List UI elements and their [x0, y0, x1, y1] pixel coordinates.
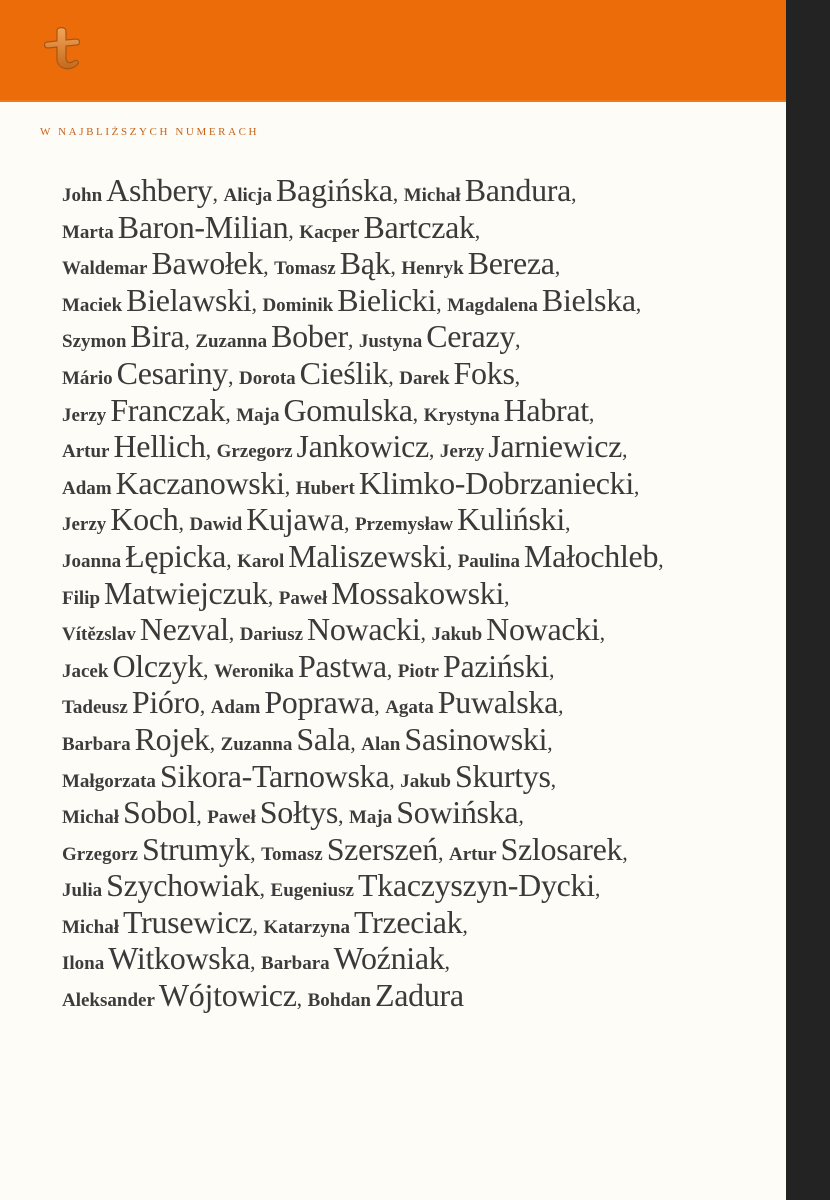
author-line: Artur Hellich, Grzegorz Jankowicz, Jerzy Jarniewicz,	[62, 428, 628, 465]
author-first-name: Marta	[62, 221, 114, 243]
author-last-name: Puwalska	[437, 684, 559, 721]
author-entry	[62, 867, 260, 904]
author-last-name: Bielicki	[337, 281, 437, 318]
author-first-name: Weronika	[214, 660, 294, 682]
author-last-name: Kujawa	[246, 501, 344, 538]
author-line: Tadeusz Pióro, Adam Poprawa, Agata Puwalska,	[62, 684, 564, 721]
t-logo-icon	[38, 24, 88, 74]
author-entry	[403, 172, 572, 208]
author-first-name: Adam	[62, 477, 112, 499]
author-line: Waldemar Bawołek, Tomasz Bąk, Henryk Bereza,	[62, 245, 561, 282]
author-entry	[223, 172, 393, 208]
author-first-name: Alan	[361, 733, 401, 755]
author-line: Michał Sobol, Paweł Sołtys, Maja Sowińska,	[62, 794, 524, 831]
author-last-name: Baron-Milian	[117, 208, 289, 245]
author-line: Maciek Bielawski, Dominik Bielicki, Magdalena Bielska,	[62, 281, 642, 318]
author-first-name: Justyna	[358, 331, 423, 353]
author-last-name: Koch	[110, 501, 179, 538]
author-first-name: Jakub	[400, 770, 451, 792]
author-entry	[449, 830, 623, 867]
author-first-name: Hubert	[295, 477, 355, 499]
author-entry	[401, 245, 555, 282]
author-first-name: Jerzy	[439, 441, 485, 463]
author-line: Jerzy Franczak, Maja Gomulska, Krystyna Habrat,	[62, 391, 595, 428]
author-first-name: Eugeniusz	[270, 880, 354, 902]
author-first-name: Grzegorz	[62, 843, 138, 865]
author-entry	[62, 830, 251, 867]
author-last-name: Sala	[296, 720, 351, 757]
author-entry	[62, 720, 210, 757]
author-last-name: Bielawski	[126, 281, 252, 318]
author-first-name: Krystyna	[423, 404, 500, 426]
author-entry	[399, 354, 515, 391]
author-last-name: Łępicka	[125, 537, 227, 574]
author-entry	[447, 281, 636, 318]
author-last-name: Rojek	[134, 720, 210, 757]
author-first-name: Piotr	[397, 660, 439, 682]
author-entry	[397, 647, 549, 684]
section-heading: W NAJBLIŻSZYCH NUMERACH	[40, 126, 260, 138]
author-entry	[62, 318, 185, 355]
author-line: Jacek Olczyk, Weronika Pastwa, Piotr Paziński,	[62, 647, 555, 684]
author-last-name: Bąk	[339, 245, 391, 282]
author-entry	[62, 794, 197, 831]
author-entry	[262, 281, 437, 318]
author-last-name: Bandura	[464, 172, 572, 208]
author-entry	[261, 940, 445, 977]
author-last-name: Bober	[271, 318, 348, 355]
author-last-name: Sowińska	[396, 794, 519, 831]
author-last-name: Strumyk	[141, 830, 251, 867]
author-first-name: Bohdan	[307, 990, 371, 1012]
author-last-name: Szerszeń	[326, 830, 439, 867]
author-line: Grzegorz Strumyk, Tomasz Szerszeń, Artur Szlosarek,	[62, 830, 628, 867]
author-first-name: Barbara	[261, 953, 330, 975]
author-last-name: Olczyk	[112, 647, 204, 684]
author-first-name: Szymon	[62, 331, 127, 353]
author-entry	[62, 172, 213, 208]
author-line: Adam Kaczanowski, Hubert Klimko-Dobrzaniecki,	[62, 464, 640, 501]
author-first-name: Vítězslav	[62, 624, 136, 646]
author-line: Julia Szychowiak, Eugeniusz Tkaczyszyn-Dycki,	[62, 867, 601, 904]
author-entry	[239, 611, 421, 648]
author-first-name: Zuzanna	[220, 733, 293, 755]
author-entry	[62, 684, 200, 721]
author-first-name: Maciek	[62, 294, 123, 316]
author-last-name: Cieślik	[299, 354, 389, 391]
author-last-name: Pastwa	[297, 647, 387, 684]
author-last-name: Bielska	[541, 281, 636, 318]
author-last-name: Hellich	[113, 428, 206, 465]
author-first-name: Paweł	[278, 587, 328, 609]
author-entry	[400, 757, 551, 794]
author-entry	[431, 611, 600, 648]
author-first-name: Jacek	[62, 660, 109, 682]
author-entry	[307, 977, 464, 1014]
author-entry	[62, 464, 285, 501]
author-entry	[207, 794, 338, 831]
author-line: Ilona Witkowska, Barbara Woźniak,	[62, 940, 450, 977]
author-entry	[423, 391, 589, 428]
author-first-name: Maja	[236, 404, 280, 426]
author-first-name: Paweł	[207, 807, 256, 829]
author-entry	[236, 391, 413, 428]
author-first-name: Filip	[62, 587, 101, 609]
author-line: Aleksander Wójtowicz, Bohdan Zadura	[62, 977, 464, 1014]
author-first-name: Agata	[385, 697, 434, 719]
author-first-name: Tomasz	[261, 843, 323, 865]
author-first-name: Przemysław	[354, 514, 454, 536]
author-first-name: John	[62, 185, 103, 206]
author-first-name: Jerzy	[62, 514, 107, 536]
author-entry	[214, 647, 387, 684]
author-first-name: Joanna	[62, 550, 122, 572]
author-last-name: Nezval	[139, 611, 229, 648]
author-last-name: Skurtys	[454, 757, 551, 794]
author-first-name: Waldemar	[62, 258, 148, 280]
author-last-name: Zadura	[374, 977, 464, 1014]
author-line: Filip Matwiejczuk, Paweł Mossakowski,	[62, 574, 510, 611]
author-line: Jerzy Koch, Dawid Kujawa, Przemysław Kuliński,	[62, 501, 571, 538]
author-line: John Ashbery, Alicja Bagińska, Michał Bandura,	[62, 172, 577, 208]
author-first-name: Dominik	[262, 294, 334, 316]
author-last-name: Paziński	[442, 647, 549, 684]
author-last-name: Bagińska	[276, 172, 393, 208]
author-first-name: Michał	[62, 807, 119, 829]
author-last-name: Cerazy	[426, 318, 516, 355]
author-last-name: Trzeciak	[354, 903, 463, 940]
author-entry	[62, 428, 206, 465]
author-first-name: Tomasz	[274, 258, 336, 280]
author-entry	[237, 537, 447, 574]
author-entry	[62, 574, 268, 611]
author-entry	[62, 245, 264, 282]
author-last-name: Wójtowicz	[158, 977, 297, 1014]
dark-page-edge	[786, 0, 830, 1200]
author-line: Małgorzata Sikora-Tarnowska, Jakub Skurtys,	[62, 757, 557, 794]
author-entry	[457, 537, 659, 574]
author-last-name: Szychowiak	[106, 867, 260, 904]
author-last-name: Poprawa	[264, 684, 375, 721]
author-entry	[348, 794, 519, 831]
author-first-name: Barbara	[62, 733, 131, 755]
author-first-name: Tadeusz	[62, 697, 128, 719]
author-last-name: Kuliński	[457, 501, 565, 538]
author-last-name: Sikora-Tarnowska	[159, 757, 390, 794]
author-last-name: Matwiejczuk	[104, 574, 268, 611]
author-last-name: Sasinowski	[404, 720, 548, 757]
author-last-name: Woźniak	[333, 940, 445, 977]
author-first-name: Alicja	[223, 185, 273, 206]
author-last-name: Sobol	[123, 794, 197, 831]
author-last-name: Pióro	[131, 684, 200, 721]
author-entry	[62, 281, 252, 318]
author-entry	[299, 208, 475, 245]
author-last-name: Jankowicz	[296, 428, 429, 465]
author-first-name: Artur	[449, 843, 497, 865]
author-last-name: Małochleb	[524, 537, 659, 574]
author-line: Barbara Rojek, Zuzanna Sala, Alan Sasinowski,	[62, 720, 553, 757]
author-entry	[439, 428, 623, 465]
author-entry	[62, 391, 226, 428]
author-first-name: Dawid	[189, 514, 243, 536]
author-first-name: Aleksander	[62, 990, 155, 1012]
author-entry	[195, 318, 348, 355]
author-last-name: Cesariny	[116, 354, 229, 391]
author-first-name: Henryk	[401, 258, 464, 280]
author-first-name: Małgorzata	[62, 770, 156, 792]
author-entry	[189, 501, 344, 538]
author-last-name: Tkaczyszyn-Dycki	[357, 867, 595, 904]
author-last-name: Witkowska	[108, 940, 251, 977]
author-entry	[263, 903, 463, 940]
author-last-name: Sołtys	[259, 794, 338, 831]
author-first-name: Maja	[348, 807, 393, 829]
author-entry	[210, 684, 375, 721]
author-entry	[385, 684, 559, 721]
author-entry	[261, 830, 439, 867]
author-first-name: Ilona	[62, 953, 105, 975]
author-entry	[239, 354, 389, 391]
author-entry	[62, 940, 251, 977]
author-entry	[62, 903, 253, 940]
header-banner	[0, 0, 786, 102]
author-line: Vítězslav Nezval, Dariusz Nowacki, Jakub Nowacki,	[62, 611, 606, 648]
author-first-name: Mário	[62, 367, 113, 389]
author-last-name: Maliszewski	[288, 537, 447, 574]
author-last-name: Klimko-Dobrzaniecki	[358, 464, 634, 501]
author-last-name: Foks	[453, 354, 515, 391]
author-list	[62, 172, 762, 1014]
author-last-name: Trusewicz	[123, 903, 253, 940]
author-first-name: Adam	[210, 697, 261, 719]
author-last-name: Szlosarek	[500, 830, 623, 867]
author-last-name: Nowacki	[486, 611, 600, 648]
author-entry	[62, 501, 179, 538]
author-first-name: Kacper	[299, 221, 360, 243]
author-entry	[354, 501, 565, 538]
author-first-name: Katarzyna	[263, 916, 350, 938]
author-last-name: Bereza	[467, 245, 555, 282]
author-last-name: Gomulska	[283, 391, 413, 428]
author-first-name: Dariusz	[239, 624, 304, 646]
author-last-name: Jarniewicz	[488, 428, 623, 465]
author-entry	[358, 318, 516, 355]
author-last-name: Kaczanowski	[115, 464, 285, 501]
author-first-name: Jakub	[431, 624, 483, 646]
author-last-name: Bartczak	[363, 208, 475, 245]
author-last-name: Mossakowski	[331, 574, 505, 611]
author-first-name: Grzegorz	[216, 441, 293, 463]
author-first-name: Paulina	[457, 550, 521, 572]
author-last-name: Bawołek	[151, 245, 264, 282]
author-entry	[62, 647, 204, 684]
author-first-name: Michał	[62, 916, 119, 938]
author-first-name: Zuzanna	[195, 331, 268, 353]
author-last-name: Ashbery	[106, 172, 213, 208]
author-first-name: Karol	[237, 550, 285, 572]
author-first-name: Dorota	[239, 367, 296, 389]
author-last-name: Nowacki	[307, 611, 421, 648]
author-entry	[274, 245, 391, 282]
author-last-name: Bira	[130, 318, 185, 355]
author-line: Marta Baron-Milian, Kacper Bartczak,	[62, 208, 481, 245]
author-entry	[62, 537, 227, 574]
author-entry	[220, 720, 351, 757]
author-entry	[62, 611, 229, 648]
author-line: Mário Cesariny, Dorota Cieślik, Darek Foks,	[62, 354, 521, 391]
author-entry	[62, 354, 229, 391]
author-first-name: Darek	[399, 367, 450, 389]
author-entry	[361, 720, 548, 757]
author-line: Szymon Bira, Zuzanna Bober, Justyna Cerazy,	[62, 318, 521, 355]
author-first-name: Magdalena	[447, 294, 538, 316]
author-first-name: Artur	[62, 441, 110, 463]
author-last-name: Franczak	[110, 391, 226, 428]
author-first-name: Michał	[403, 185, 461, 206]
author-line: Joanna Łępicka, Karol Maliszewski, Paulina Małochleb,	[62, 537, 664, 574]
author-entry	[216, 428, 429, 465]
author-first-name: Jerzy	[62, 404, 107, 426]
author-last-name: Habrat	[503, 391, 589, 428]
author-first-name: Julia	[62, 880, 103, 902]
author-line: Michał Trusewicz, Katarzyna Trzeciak,	[62, 903, 468, 940]
